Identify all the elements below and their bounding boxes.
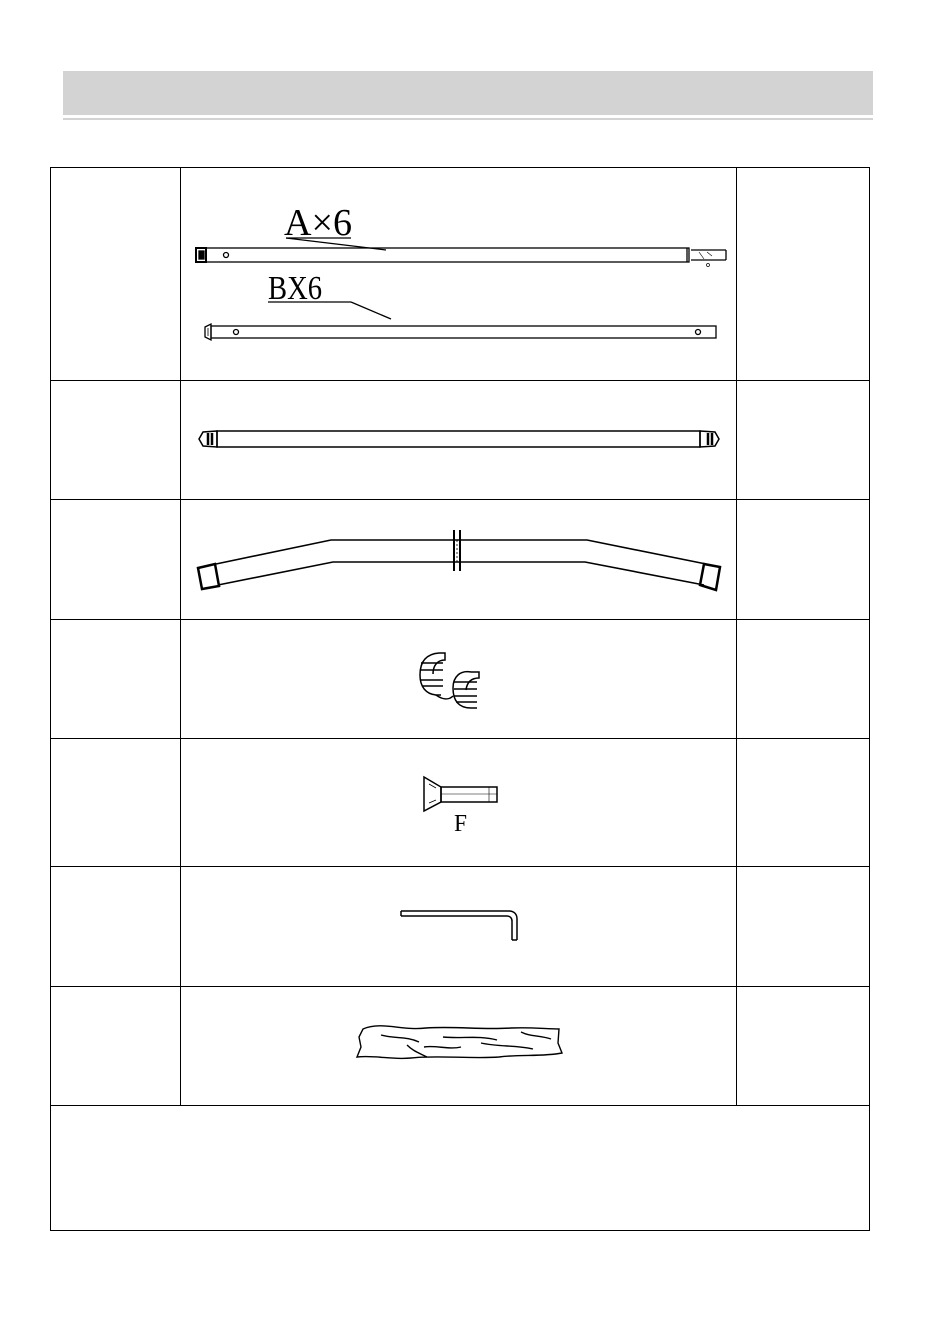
allen-key-icon [401,911,517,940]
pole-b-icon [205,302,716,340]
pole-a-b-drawing [181,168,737,381]
screw-label: F [454,811,467,837]
pole-a-icon [196,238,726,267]
table-row [51,867,869,987]
clip-drawing [181,620,737,739]
part-id-cell [51,500,181,619]
part-id-cell [51,987,181,1105]
part-drawing-cell [181,739,737,866]
part-qty-cell [737,500,871,619]
part-drawing-cell [181,987,737,1105]
part-id-cell [51,739,181,866]
cross-bar-icon [199,431,719,447]
clip-icon [420,653,479,708]
cross-bar-drawing [181,381,737,500]
table-row [51,381,869,500]
part-id-cell [51,620,181,738]
part-drawing-cell [181,867,737,986]
header-bar [63,71,873,115]
part-qty-cell [737,381,871,499]
part-drawing-cell [181,500,737,619]
part-qty-cell [737,739,871,866]
notes-cell [51,1106,869,1230]
part-qty-cell [737,987,871,1105]
parts-table [50,167,870,1231]
allen-key-drawing [181,867,737,987]
part-qty-cell [737,168,871,380]
part-id-cell [51,381,181,499]
part-drawing-cell [181,620,737,738]
cover-icon [357,1026,562,1059]
part-id-cell [51,867,181,986]
part-drawing-cell [181,168,737,380]
table-row [51,620,869,739]
table-row [51,739,869,867]
cover-drawing [181,987,737,1106]
table-row [51,987,869,1106]
curved-bar-icon [198,530,720,590]
screw-icon [424,777,497,811]
table-row [51,168,869,381]
part-qty-cell [737,620,871,738]
part-a-label: A×6 [284,202,352,244]
curved-bar-drawing [181,500,737,620]
screw-drawing [181,739,737,867]
table-row [51,500,869,620]
header-rule [63,118,873,120]
part-id-cell [51,168,181,380]
part-b-label: BX6 [268,270,322,307]
part-drawing-cell [181,381,737,499]
part-qty-cell [737,867,871,986]
